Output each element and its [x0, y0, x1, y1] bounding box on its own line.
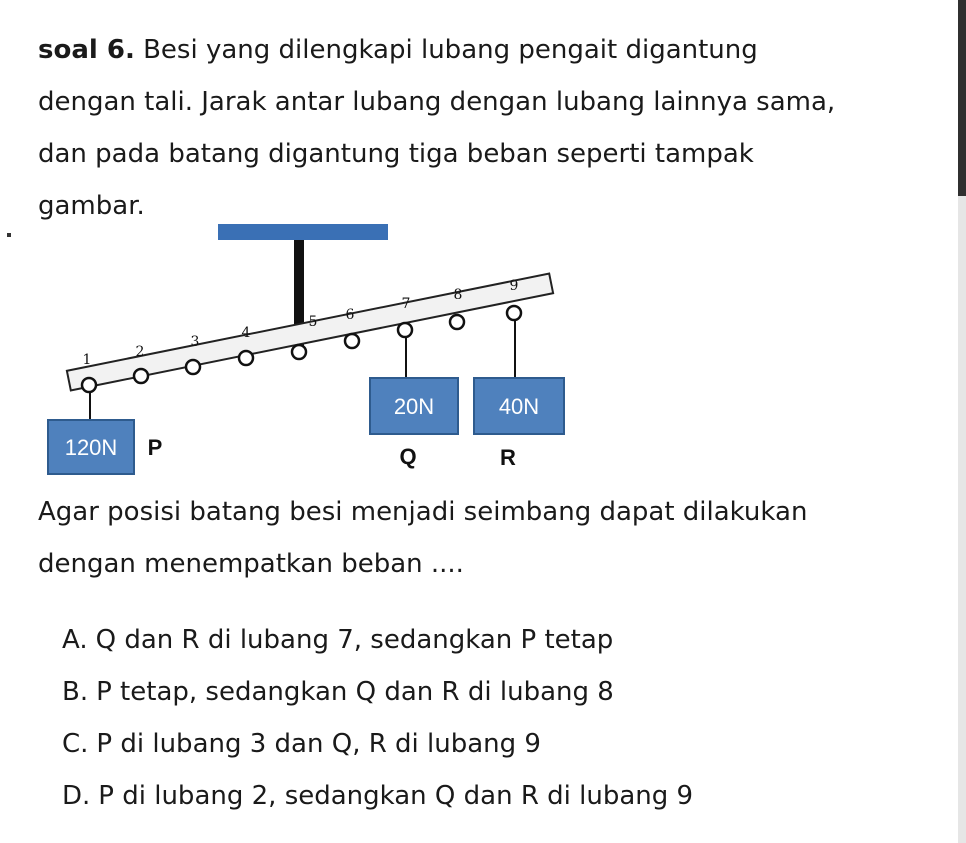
question-line-2: dengan tali. Jarak antar lubang dengan lubang lainnya sama, — [38, 87, 836, 117]
weight-name-q: Q — [399, 444, 417, 469]
option-d[interactable] — [62, 770, 693, 822]
hole-3 — [186, 360, 200, 374]
prompt-line-1: Agar posisi batang besi menjadi seimbang dapat dilakukan — [38, 497, 808, 527]
hole-label-9: 9 — [509, 278, 519, 294]
hole-label-7: 7 — [401, 296, 411, 312]
hole-5 — [292, 345, 306, 359]
option-b[interactable] — [62, 666, 693, 718]
hole-4 — [239, 351, 253, 365]
scrollbar-thumb[interactable] — [958, 0, 966, 196]
lever-figure — [40, 222, 580, 480]
weight-value-p: 120N — [64, 435, 118, 460]
hole-7 — [398, 323, 412, 337]
option-text: Q dan R di lubang 7, sedangkan P tetap — [95, 625, 614, 655]
question-line-3: dan pada batang digantung tiga beban seperti tampak — [38, 139, 754, 169]
option-letter: B. — [62, 677, 89, 707]
option-text: P di lubang 2, sedangkan Q dan R di lubang 9 — [98, 781, 694, 811]
question-line-1: Besi yang dilengkapi lubang pengait digantung — [143, 35, 758, 65]
hole-6 — [345, 334, 359, 348]
hole-label-6: 6 — [345, 307, 355, 323]
weight-name-r: R — [500, 445, 516, 470]
option-letter: A. — [62, 625, 88, 655]
option-letter: C. — [62, 729, 89, 759]
hole-1 — [82, 378, 96, 392]
bullet-dot — [7, 233, 11, 237]
hole-2 — [134, 369, 148, 383]
weight-value-q: 20N — [393, 394, 435, 419]
hole-9 — [507, 306, 521, 320]
weight-name-p: P — [147, 435, 163, 460]
option-text: P di lubang 3 dan Q, R di lubang 9 — [96, 729, 541, 759]
option-c[interactable] — [62, 718, 693, 770]
weight-value-r: 40N — [498, 394, 540, 419]
vertical-scrollbar[interactable] — [958, 0, 966, 843]
prompt-text — [38, 486, 938, 590]
question-number: soal 6. — [38, 35, 135, 65]
hole-label-4: 4 — [241, 325, 251, 341]
option-text: P tetap, sedangkan Q dan R di lubang 8 — [96, 677, 614, 707]
hole-label-2: 2 — [135, 344, 145, 360]
option-letter: D. — [62, 781, 91, 811]
answer-options — [62, 614, 693, 822]
question-line-4: gambar. — [38, 191, 145, 221]
hole-label-8: 8 — [453, 287, 463, 303]
prompt-line-2: dengan menempatkan beban .... — [38, 549, 464, 579]
hole-label-3: 3 — [190, 334, 200, 350]
hole-8 — [450, 315, 464, 329]
question-text — [38, 24, 938, 232]
option-a[interactable] — [62, 614, 693, 666]
hole-label-5: 5 — [308, 314, 318, 330]
hole-label-1: 1 — [82, 352, 92, 368]
ceiling-support — [218, 224, 388, 240]
